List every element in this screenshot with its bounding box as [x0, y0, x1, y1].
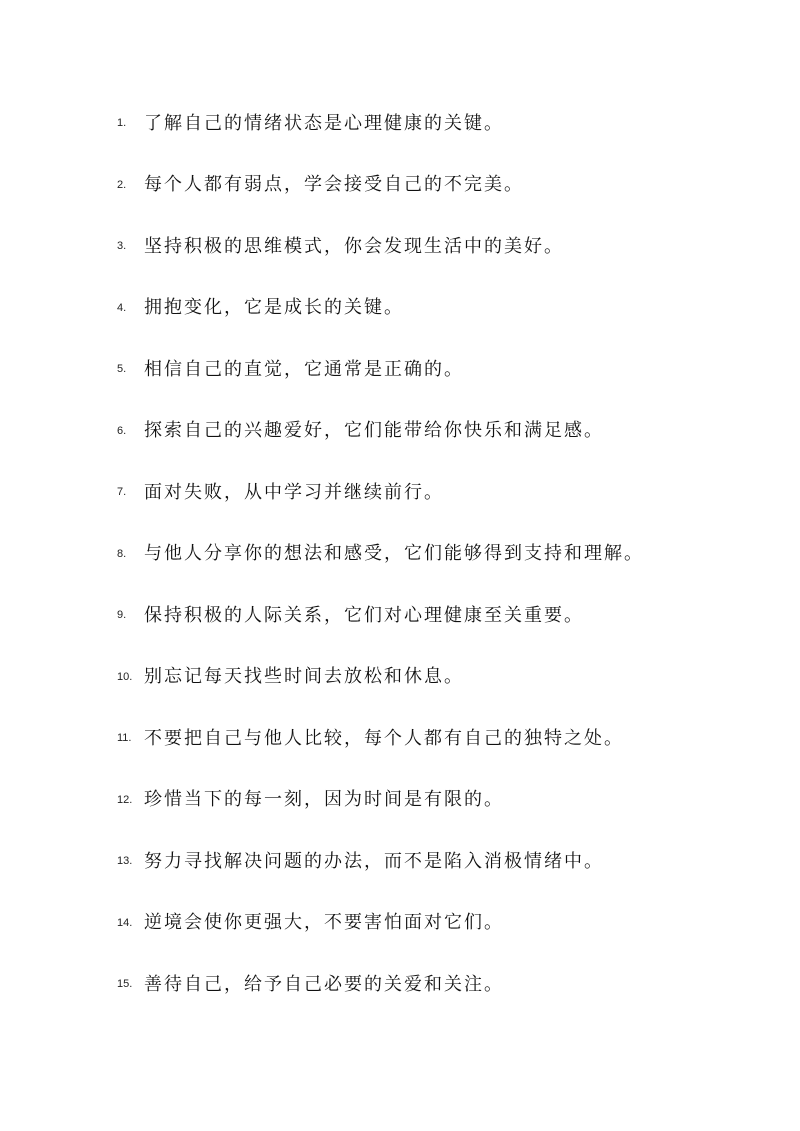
list-item [117, 706, 757, 768]
list-item-number: 6. [117, 424, 127, 437]
list-item [117, 952, 757, 1014]
list-item [117, 829, 757, 891]
list-item-number: 14. [117, 916, 133, 929]
list-item-text: 逆境会使你更强大，不要害怕面对它们。 [144, 912, 504, 934]
list-item-number: 3. [117, 240, 127, 253]
list-item-text: 拥抱变化，它是成长的关键。 [144, 297, 404, 319]
list-item [117, 91, 757, 153]
list-item [117, 153, 757, 215]
list-item-number: 4. [117, 301, 127, 314]
list-item-number: 8. [117, 547, 127, 560]
list-item-text: 保持积极的人际关系，它们对心理健康至关重要。 [144, 604, 584, 626]
list-item [117, 399, 757, 461]
list-item-number: 9. [117, 609, 127, 622]
list-item [117, 768, 757, 830]
list-item [117, 337, 757, 399]
list-item-text: 不要把自己与他人比较，每个人都有自己的独特之处。 [144, 727, 624, 749]
list-item-text: 别忘记每天找些时间去放松和休息。 [144, 666, 464, 688]
list-item-text: 努力寻找解决问题的办法，而不是陷入消极情绪中。 [144, 850, 604, 872]
list-item-number: 12. [117, 793, 133, 806]
list-item-number: 10. [117, 670, 133, 683]
list-item-text: 面对失败，从中学习并继续前行。 [144, 481, 444, 503]
list-item-text: 每个人都有弱点，学会接受自己的不完美。 [144, 174, 524, 196]
list-item-number: 7. [117, 486, 127, 499]
list-item [117, 522, 757, 584]
list-item-number: 11. [117, 732, 132, 745]
numbered-list [117, 91, 757, 1014]
list-item-text: 坚持积极的思维模式，你会发现生活中的美好。 [144, 235, 564, 257]
list-item-text: 与他人分享你的想法和感受，它们能够得到支持和理解。 [144, 543, 644, 565]
list-item-text: 了解自己的情绪状态是心理健康的关键。 [144, 112, 504, 134]
list-item-number: 15. [117, 978, 133, 991]
list-item-text: 善待自己，给予自己必要的关爱和关注。 [144, 973, 504, 995]
list-item [117, 645, 757, 707]
list-item-text: 探索自己的兴趣爱好，它们能带给你快乐和满足感。 [144, 420, 604, 442]
list-item [117, 460, 757, 522]
list-item [117, 214, 757, 276]
list-item-number: 1. [117, 117, 127, 130]
list-item [117, 583, 757, 645]
list-item-number: 2. [117, 178, 127, 191]
list-item-number: 13. [117, 855, 133, 868]
list-item-text: 珍惜当下的每一刻，因为时间是有限的。 [144, 789, 504, 811]
list-item-text: 相信自己的直觉，它通常是正确的。 [144, 358, 464, 380]
list-item-number: 5. [117, 363, 127, 376]
list-item [117, 276, 757, 338]
list-item [117, 891, 757, 953]
